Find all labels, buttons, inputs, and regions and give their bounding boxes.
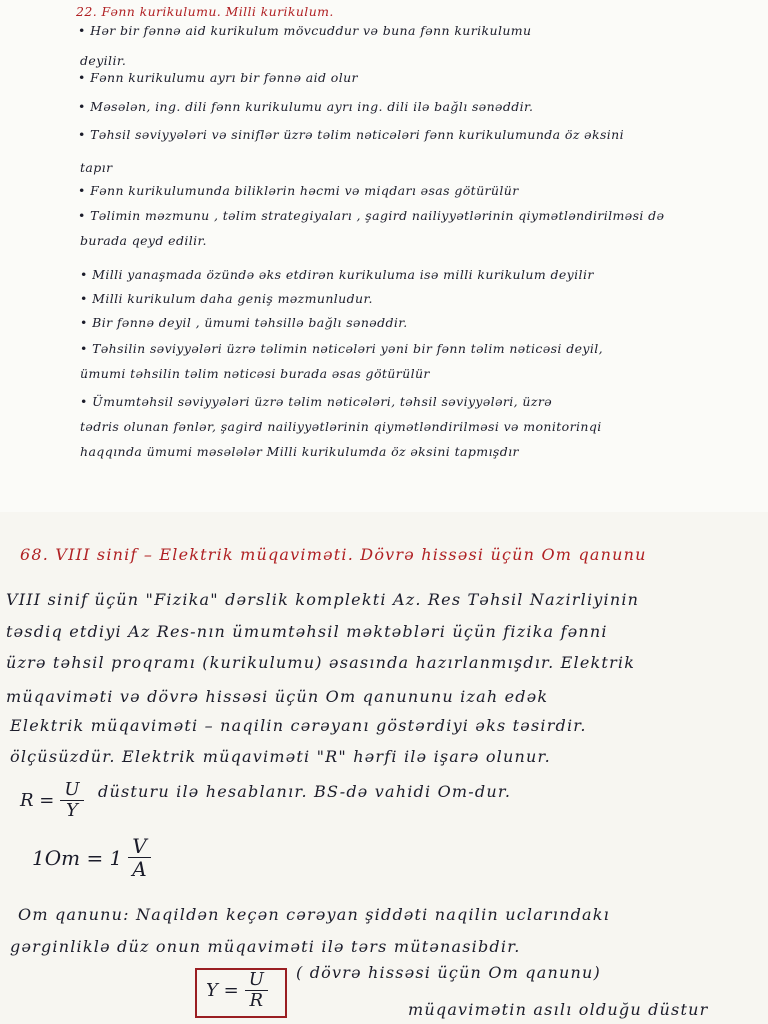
note-line: düsturu ilə hesablanır. BS-də vahidi Om-dur. [98, 782, 512, 801]
note-line: • Təhsil səviyyələri və siniflər üzrə təlim nəticələri fənn kurikulumunda öz əksini [78, 127, 625, 142]
ohm-law-definition: Om qanunu: Naqildən keçən cərəyan şiddəti naqilin uclarındakı [18, 905, 610, 924]
note-line: • Milli yanaşmada özündə əks etdirən kurikuluma isə milli kurikulum deyilir [80, 267, 594, 282]
note-line: tapır [80, 160, 113, 175]
formula-numerator: U [245, 970, 268, 991]
formula-lhs: Y = [206, 979, 239, 1001]
note-line: ümumi təhsilin təlim nəticəsi burada əsas götürülür [80, 366, 430, 381]
note-line: • Fənn kurikulumu ayrı bir fənnə aid olur [78, 70, 358, 85]
note-line: • Bir fənnə deyil , ümumi təhsillə bağlı sənəddir. [80, 315, 408, 330]
note-line: təsdiq etdiyi Az Res-nın ümumtəhsil məktəbləri üçün fizika fənni [6, 622, 608, 641]
note-line: • Fənn kurikulumunda biliklərin həcmi və miqdarı əsas götürülür [78, 183, 519, 198]
formula-denominator: R [249, 989, 264, 1011]
note-line: tədris olunan fənlər, şagird nailiyyətlərinin qiymətləndirilməsi və monitorinqi [80, 419, 602, 434]
formula-fraction [245, 970, 268, 1011]
note-line: müqavimətin asılı olduğu düstur [408, 1000, 709, 1019]
formula-numerator: V [128, 835, 150, 858]
note-line: müqaviməti və dövrə hissəsi üçün Om qanununu izah edək [6, 687, 549, 706]
note-line: Elektrik müqaviməti – naqilin cərəyanı göstərdiyi əks təsirdir. [10, 716, 587, 735]
note-line: haqqında ümumi məsələlər Milli kurikulumda öz əksini tapmışdır [80, 444, 519, 459]
formula-denominator: Y [66, 799, 78, 821]
section-heading-68: 68. VIII sinif – Elektrik müqaviməti. Dövrə hissəsi üçün Om qanunu [20, 545, 647, 564]
resistance-formula [20, 780, 84, 821]
note-line: burada qeyd edilir. [80, 233, 207, 248]
formula-lhs: R = [20, 789, 55, 811]
note-line: üzrə təhsil proqramı (kurikulumu) əsasında hazırlanmışdır. Elektrik [6, 653, 636, 672]
formula-lhs: 1Om = 1 [32, 845, 123, 870]
ohm-law-note: ( dövrə hissəsi üçün Om qanunu) [296, 963, 601, 982]
ohm-law-definition: gərginliklə düz onun müqaviməti ilə tərs mütənasibdir. [10, 937, 521, 956]
ohm-unit-formula [32, 835, 151, 880]
formula-fraction [60, 780, 83, 821]
note-line: ölçüsüzdür. Elektrik müqaviməti "R" hərfi ilə işarə olunur. [10, 747, 551, 766]
note-line: • Ümumtəhsil səviyyələri üzrə təlim nəticələri, təhsil səviyyələri, üzrə [80, 394, 553, 409]
ohm-law-formula [206, 970, 268, 1011]
note-line: • Milli kurikulum daha geniş məzmunludur. [80, 291, 373, 306]
section-heading-22: 22. Fənn kurikulumu. Milli kurikulum. [76, 4, 334, 19]
note-line: • Təlimin məzmunu , təlim strategiyaları , şagird nailiyyətlərinin qiymətləndirilməsi də [78, 208, 665, 223]
note-line: • Hər bir fənnə aid kurikulum mövcuddur və buna fənn kurikulumu [78, 23, 532, 38]
formula-numerator: U [60, 780, 83, 801]
note-line: • Məsələn, ing. dili fənn kurikulumu ayrı ing. dili ilə bağlı sənəddir. [78, 99, 534, 114]
formula-denominator: A [132, 857, 147, 881]
note-line: • Təhsilin səviyyələri üzrə təlimin nəticələri yəni bir fənn təlim nəticəsi deyil, [80, 341, 604, 356]
formula-fraction [128, 835, 150, 880]
note-line: deyilir. [80, 53, 127, 68]
note-line: VIII sinif üçün "Fizika" dərslik komplekti Az. Res Təhsil Nazirliyinin [6, 590, 640, 609]
